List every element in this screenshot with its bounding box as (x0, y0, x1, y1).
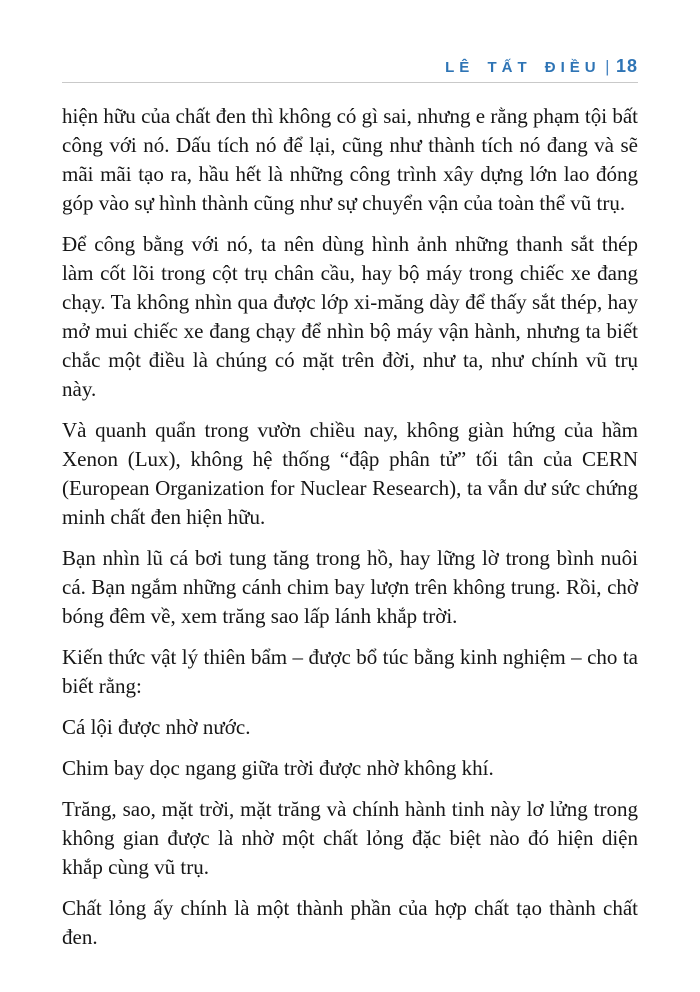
header-author: LÊ TẤT ĐIỀU (445, 59, 601, 76)
header-rule (62, 82, 638, 83)
paragraph: Trăng, sao, mặt trời, mặt trăng và chính hành tinh này lơ lửng trong không gian được là nhờ một chất lỏng đặc biệt nào đó hiện diện khắp cùng vũ trụ. (62, 797, 638, 879)
header-separator: | (605, 57, 610, 76)
paragraph: hiện hữu của chất đen thì không có gì sai, nhưng e rằng phạm tội bất công với nó. Dấu tích nó để lại, cũng như thành tích nó đang và sẽ mãi mãi tạo ra, hầu hết là những công trình xây dựng lớn lao đóng góp vào sự hình thành cũng như sự chuyển vận của toàn thể vũ trụ. (62, 104, 638, 215)
paragraph: Và quanh quẩn trong vườn chiều nay, không giàn hứng của hầm Xenon (Lux), không hệ thống “đập phân tử” tối tân của CERN (European Organization for Nuclear Research), ta vẫn dư sức chứng minh chất đen hiện hữu. (62, 418, 638, 529)
page-header (62, 0, 638, 77)
paragraph: Chim bay dọc ngang giữa trời được nhờ không khí. (62, 756, 494, 780)
paragraph: Cá lội được nhờ nước. (62, 715, 251, 739)
header-page-number: 18 (615, 56, 638, 76)
paragraph: Bạn nhìn lũ cá bơi tung tăng trong hồ, hay lững lờ trong bình nuôi cá. Bạn ngắm những cánh chim bay lượn trên không trung. Rồi, chờ bóng đêm về, xem trăng sao lấp lánh khắp trời. (62, 546, 638, 628)
paragraph: Chất lỏng ấy chính là một thành phần của hợp chất tạo thành chất đen. (62, 896, 638, 949)
page-body (62, 102, 638, 952)
paragraph: Kiến thức vật lý thiên bẩm – được bổ túc bằng kinh nghiệm – cho ta biết rằng: (62, 645, 638, 698)
paragraph: Để công bằng với nó, ta nên dùng hình ảnh những thanh sắt thép làm cốt lõi trong cột trụ chân cầu, hay bộ máy trong chiếc xe đang chạy. Ta không nhìn qua được lớp xi-măng dày để thấy sắt thép, hay mở mui chiếc xe đang chạy để nhìn bộ máy vận hành, nhưng ta biết chắc một điều là chúng có mặt trên đời, như ta, như chính vũ trụ này. (62, 232, 638, 401)
